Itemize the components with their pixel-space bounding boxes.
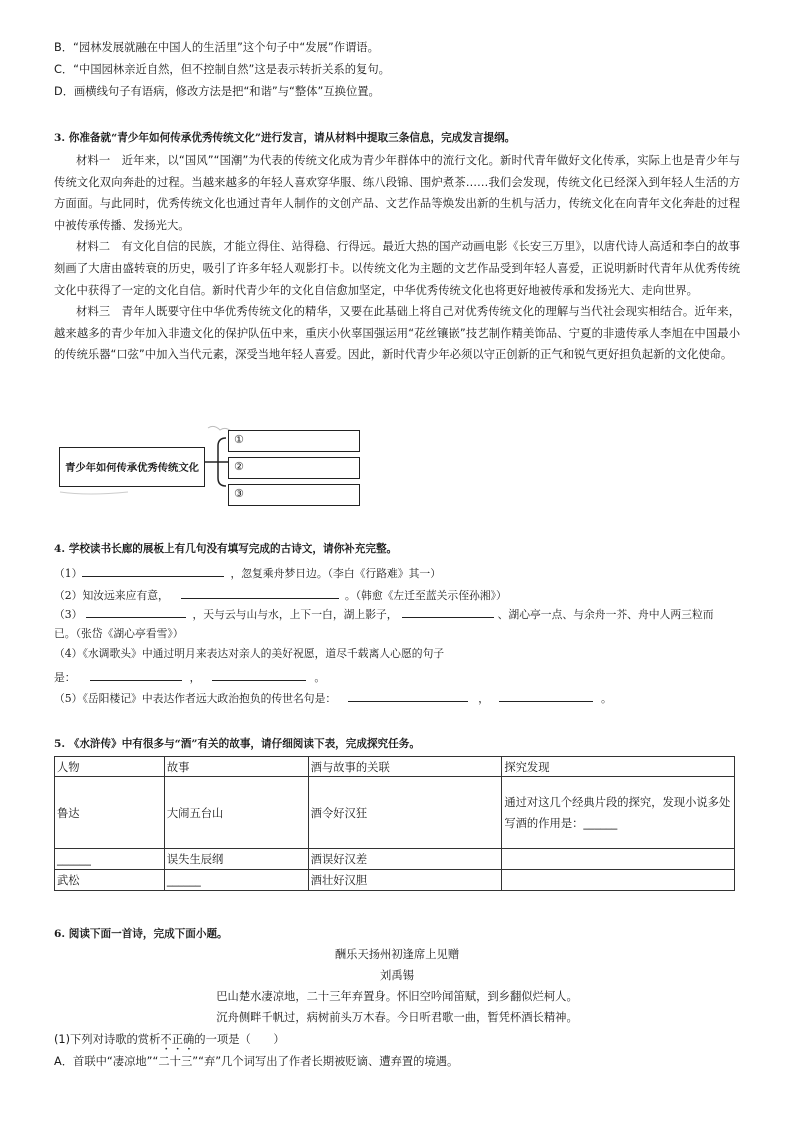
q4-line-1 (54, 563, 441, 581)
table-cell-blank[interactable]: ______ (164, 870, 308, 891)
q4-line-3-cont: 已。（张岱《湖心亭看雪》） (54, 627, 184, 640)
q5-title: 5. 《水浒传》中有很多与“酒”有关的故事，请仔细阅读下表，完成探究任务。 (54, 738, 420, 750)
q4-l3-num: （3） (54, 608, 83, 621)
mindmap-item-3[interactable] (228, 484, 360, 506)
table-cell: 酒壮好汉胆 (308, 870, 502, 891)
table-cell: 误失生辰纲 (164, 849, 308, 870)
q4-blank-3b[interactable] (402, 604, 494, 618)
table-header-cell: 人物 (55, 757, 165, 777)
mindmap-center-box (59, 447, 205, 487)
table-row (55, 777, 735, 849)
q4-blank-2[interactable] (181, 585, 339, 599)
poem-line-1: 巴山楚水凄凉地，二十三年弃置身。怀旧空吟闻笛赋，到乡翻似烂柯人。 (216, 990, 578, 1003)
q4-line-2 (54, 585, 507, 603)
q6-sub1-text-a: (1)下列对诗歌的赏析 (54, 1033, 161, 1046)
table-cell: 酒令好汉狂 (308, 777, 502, 849)
q4-l2-num: （2） (54, 589, 83, 602)
q6-option-a: A．首联中“凄凉地”“二十三”“弃”几个词写出了作者长期被贬谪、遭弃置的境遇。 (54, 1055, 459, 1068)
q6-title: 6. 阅读下面一首诗，完成下面小题。 (54, 928, 228, 940)
q4-l4-num: （4） (54, 647, 83, 660)
q4-l2-text-b: 。（韩愈《左迁至蓝关示侄孙湘》） (344, 589, 507, 602)
q4-l3-text-b: 、湖心亭一点、与余舟一芥、舟中人两三粒而 (497, 608, 714, 621)
q3-material-3: 材料三 青年人既要守住中华优秀传统文化的精华，又要在此基础上将自己对优秀传统文化的理解与当代社会现实相结合。近年来，越来越多的青少年加入非遗文化的保护队伍中来，重庆小伙辜国强运用“花丝镶嵌”技艺制作精美饰品、宁夏的非遗传承人李旭在中国最小的传统乐器“口弦”中加入当代元素，深受当地年轻人喜爱。因此，新时代青少年必须以守正创新的正气和锐气更好担负起新的文化使命。 (54, 305, 740, 362)
table-cell: 武松 (55, 870, 165, 891)
poem-title: 酬乐天扬州初逢席上见赠 (334, 948, 460, 961)
q4-l4-text-a: 《水调歌头》中通过明月来表达对亲人的美好祝愿，道尽千载离人心愿的句子 (82, 647, 445, 660)
q3-materials (54, 150, 740, 366)
table-cell: 酒误好汉差 (308, 849, 502, 870)
mindmap-item-3-label: ③ (234, 487, 244, 500)
q4-l1-text: ，忽复乘舟梦日边。（李白《行路难》其一） (230, 567, 442, 580)
table-cell: 大闹五台山 (164, 777, 308, 849)
table-header-row (55, 757, 735, 777)
table-header-cell: 故事 (164, 757, 308, 777)
q4-l1-num: （1） (54, 567, 83, 580)
q3-title: 3. 你准备就“青少年如何传承优秀传统文化”进行发言，请从材料中提取三条信息，完成发言提纲。 (54, 132, 516, 144)
q6-sub1-emphasis: 不正确 (160, 1033, 195, 1046)
q4-l2-text-a: 知汝远来应有意， (82, 589, 169, 602)
q2-option-c: C．“中国园林亲近自然，但不控制自然”这是表示转折关系的复句。 (54, 63, 390, 76)
q4-blank-3a[interactable] (86, 604, 186, 618)
mindmap-center-label: 青少年如何传承优秀传统文化 (65, 462, 199, 474)
table-cell-empty (502, 870, 735, 891)
q4-line-4-cont (54, 667, 325, 685)
mindmap-item-1-label: ① (234, 433, 244, 446)
table-cell-blank[interactable]: ______ (55, 849, 165, 870)
q4-line-4 (54, 646, 444, 661)
q4-l3-text-a: ，天与云与山与水，上下一白，湖上影子， (192, 608, 398, 621)
q4-blank-1[interactable] (82, 563, 224, 577)
q4-line-5 (54, 688, 612, 706)
q5-table (54, 756, 735, 891)
q4-blank-4b[interactable] (212, 667, 306, 681)
table-cell: 鲁达 (55, 777, 165, 849)
q4-l5-comma: ， (478, 692, 489, 705)
table-row (55, 870, 735, 891)
q2-option-d: D．画横线句子有语病，修改方法是把“和谐”与“整体”互换位置。 (54, 85, 380, 98)
q3-material-1: 材料一 近年来，以“国风”“国潮”为代表的传统文化成为青少年群体中的流行文化。新时代青年做好文化传承，实际上也是青少年与传统文化双向奔赴的过程。当越来越多的年轻人喜欢穿华服、练八段锦、围炉煮茶……我们会发现，传统文化已经深入到年轻人生活的方方面面。与此同时，优秀传统文化也通过青年人制作的文创产品、文艺作品等焕发出新的生机与活力，传统文化在向青年文化奔赴的过程中被传承传播、发扬光大。 (54, 154, 740, 232)
q4-line-3 (54, 604, 714, 622)
q4-l5-num: （5） (54, 692, 83, 705)
finding-cell[interactable]: 通过对这几个经典片段的探究，发现小说多处写酒的作用是：______ (502, 777, 735, 849)
q2-option-b: B．“园林发展就融在中国人的生活里”这个句子中“发展”作谓语。 (54, 41, 379, 54)
q4-title: 4. 学校读书长廊的展板上有几句没有填写完成的古诗文，请你补充完整。 (54, 543, 398, 555)
q6-sub1-text-b: 的一项是（ ） (194, 1033, 285, 1046)
table-header-cell: 探究发现 (502, 757, 735, 777)
q4-l4-end: 。 (314, 671, 326, 684)
poem-line-2: 沉舟侧畔千帆过，病树前头万木春。今日听君歌一曲，暂凭杯酒长精神。 (216, 1011, 578, 1024)
q4-l5-text: 《岳阳楼记》中表达作者远大政治抱负的传世名句是： (82, 692, 337, 705)
q4-l5-end: 。 (601, 692, 612, 705)
table-cell-empty (502, 849, 735, 870)
poem-author: 刘禹锡 (380, 969, 414, 982)
q4-blank-5a[interactable] (348, 688, 468, 702)
q4-blank-5b[interactable] (499, 688, 593, 702)
q3-material-2: 材料二 有文化自信的民族，才能立得住、站得稳、行得远。最近大热的国产动画电影《长安三万里》，以唐代诗人高适和李白的故事刻画了大唐由盛转衰的历史，吸引了许多年轻人观影打卡。以传统文化为主题的文艺作品受到年轻人喜爱，正说明新时代青年从优秀传统文化中获得了一定的文化自信。新时代青少年的文化自信愈加坚定，中华优秀传统文化也将更好地被传承和发扬光大、走向世界。 (54, 240, 740, 297)
q4-l4-text-b: 是： (54, 671, 76, 684)
mindmap-item-2[interactable] (228, 457, 360, 479)
table-row (55, 849, 735, 870)
q4-l4-comma: ， (189, 671, 201, 684)
mindmap-item-2-label: ② (234, 460, 244, 473)
table-header-cell: 酒与故事的关联 (308, 757, 502, 777)
mindmap-item-1[interactable] (228, 430, 360, 452)
q6-sub1 (54, 1030, 285, 1053)
q4-blank-4a[interactable] (90, 667, 182, 681)
